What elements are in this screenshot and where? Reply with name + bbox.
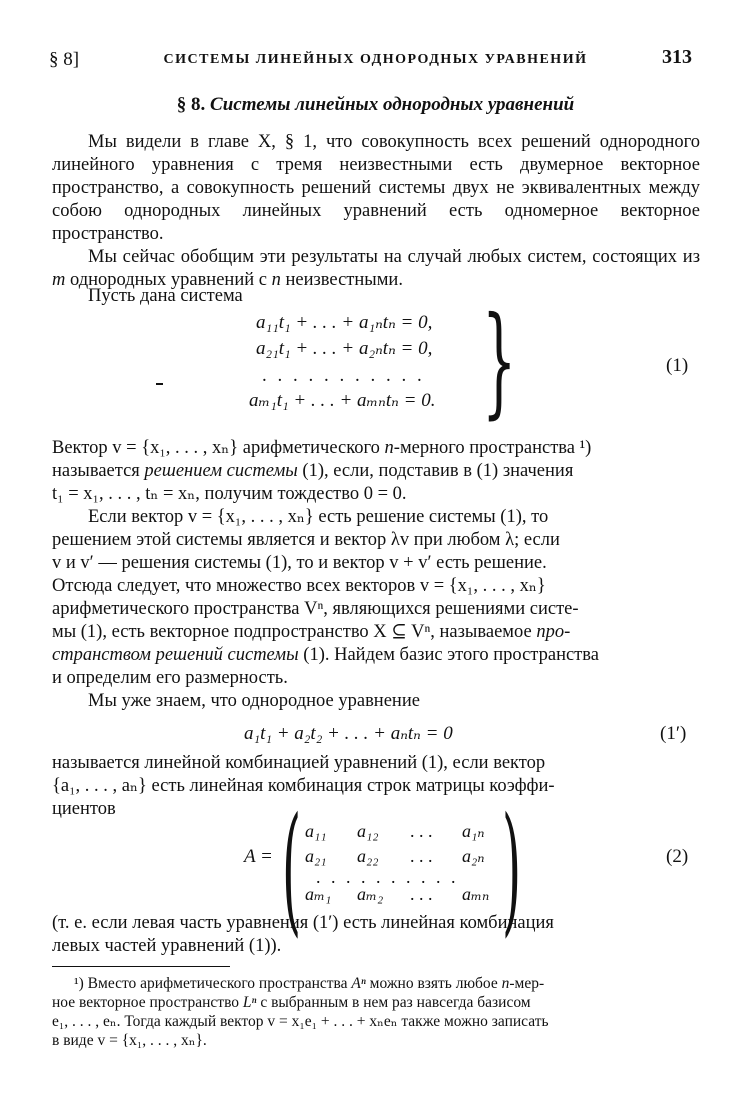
equation-number-1-prime: (1′) (660, 723, 687, 744)
page-number: 313 (662, 46, 692, 68)
p4-l1a: Вектор v = {x₁, . . . , xₙ} арифметического (52, 438, 385, 458)
section-title (0, 93, 751, 116)
fn-var-n: n (501, 975, 510, 992)
equation-number-2: (2) (666, 846, 689, 867)
p7-line-1: называется линейной комбинацией уравнений (1), если вектор (52, 753, 546, 773)
p6-line: Мы уже знаем, что однородное уравнение (88, 691, 420, 711)
p4-l2b: (1), если, подставив в (1) значения (297, 461, 574, 481)
p7-line-2: {a₁, . . . , aₙ} есть линейная комбинация строк матрицы коэффи- (52, 776, 555, 796)
p7-line-3: циентов (52, 799, 116, 819)
running-title: СИСТЕМЫ ЛИНЕЙНЫХ ОДНОРОДНЫХ УРАВНЕНИЙ (163, 52, 588, 67)
fn-l1a: ¹) Вместо арифметического пространства (74, 975, 352, 992)
matrix-cell: . . . (410, 821, 433, 841)
footnote-line-4: в виде v = {x₁, . . . , xₙ}. (52, 1032, 207, 1049)
p2-text-b: однородных уравнений с (65, 270, 272, 290)
system-row-2: a₂₁t₁ + . . . + a₂ₙtₙ = 0, (256, 338, 433, 359)
p5-line-1: Если вектор v = {x₁, . . . , xₙ} есть решение системы (1), то (88, 507, 549, 527)
p4-var-n: n (384, 438, 394, 458)
system-row-1: a₁₁t₁ + . . . + a₁ₙtₙ = 0, (256, 312, 433, 333)
system-row-m: aₘ₁t₁ + . . . + aₘₙtₙ = 0. (249, 390, 436, 411)
matrix-left-paren: ( (282, 788, 302, 951)
fn-space-L: Lⁿ (242, 994, 257, 1011)
matrix-cell: a₂₂ (357, 846, 379, 866)
matrix-cell: a₁₁ (305, 821, 327, 841)
p5-l6a: мы (1), есть векторное подпространство X ⊆ Vⁿ, называемое (52, 622, 537, 642)
p5-line-2: решением этой системы является и вектор λv при любом λ; если (52, 530, 560, 550)
matrix-dots-row: . . . . . . . . . . (316, 867, 459, 887)
matrix-cell: aₘ₂ (357, 884, 384, 904)
p5-term-solution-space: странством решений системы (52, 645, 299, 665)
p4-l1b: -мерного пространства ¹) (393, 438, 592, 458)
footnote-rule (52, 966, 230, 967)
matrix-cell: a₁ₙ (462, 821, 485, 841)
fn-l2a: ное векторное пространство (52, 994, 243, 1011)
matrix-right-paren: ) (502, 788, 522, 951)
section-mark: § 8. (176, 94, 206, 115)
p2-text-c: неизвестными. (280, 270, 403, 290)
footnote-line-2 (52, 993, 700, 1012)
matrix-cell: a₂₁ (305, 846, 327, 866)
footnote-line-3: e₁, . . . , eₙ. Тогда каждый вектор v = x₁e₁ + . . . + xₙeₙ также можно записать (52, 1013, 549, 1030)
p4-term-solution: решением системы (144, 461, 298, 481)
p2-var-n: n (271, 270, 281, 290)
equation-1-prime: a₁t₁ + a₂t₂ + . . . + aₙtₙ = 0 (244, 723, 453, 744)
system-row-dots: . . . . . . . . . . . (262, 365, 425, 386)
matrix-cell: aₘ₁ (305, 884, 332, 904)
matrix-cell: a₁₂ (357, 821, 379, 841)
matrix-cell: . . . (410, 884, 433, 904)
p2-var-m: m (52, 270, 66, 290)
equation-number-1: (1) (666, 355, 689, 376)
p5-line-5: арифметического пространства Vⁿ, являющихся решениями систе- (52, 599, 579, 619)
p5-line-6 (52, 621, 570, 644)
matrix-cell: aₘₙ (462, 884, 490, 904)
fn-l2b: с выбранным в нем раз навсегда базисом (256, 994, 531, 1011)
p2-text-a: Мы сейчас обобщим эти результаты на случай любых систем, состоящих из (88, 247, 700, 267)
matrix-lhs: A = (244, 846, 273, 867)
section-title-text: Системы линейных однородных уравнений (210, 94, 575, 115)
fn-l1c: -мер- (509, 975, 545, 992)
matrix-cell: a₂ₙ (462, 846, 485, 866)
p8-line-2: левых частей уравнений (1)). (52, 936, 282, 956)
p5-l6em: про- (536, 622, 571, 642)
paragraph-let-system: Пусть дана система (88, 286, 243, 306)
p5-line-7 (52, 644, 599, 667)
p5-line-4: Отсюда следует, что множество всех векторов v = {x₁, . . . , xₙ} (52, 576, 546, 596)
p4-l2a: называется (52, 461, 145, 481)
matrix-cell: . . . (410, 846, 433, 866)
fn-space-A: Aⁿ (351, 975, 366, 992)
fn-l1b: можно взять любое (365, 975, 502, 992)
margin-mark (156, 383, 163, 385)
p5-l7b: (1). Найдем базис этого пространства (298, 645, 599, 665)
p5-line-8: и определим его размерность. (52, 668, 288, 688)
p8-line-1: (т. е. если левая часть уравнения (1′) есть линейная комбинация (52, 913, 554, 933)
p5-line-3: v и v′ — решения системы (1), то и вектор v + v′ есть решение. (52, 553, 547, 573)
p4-line-3: t₁ = x₁, . . . , tₙ = xₙ, получим тождество 0 = 0. (52, 484, 407, 504)
paragraph-intro: Мы видели в главе X, § 1, что совокупность всех решений однородного линейного уравнения с тремя неизвестными есть двумерное векторное пространство, а совокупность решений системы двух не эквивалентных между собою однородных линейных уравнений есть одномерное векторное пространство. (52, 132, 700, 244)
p4-line-1 (52, 437, 591, 460)
footnote-line-1 (52, 974, 700, 993)
header-section-ref: § 8] (49, 49, 80, 70)
p4-line-2 (52, 460, 573, 483)
right-brace: } (482, 292, 517, 431)
